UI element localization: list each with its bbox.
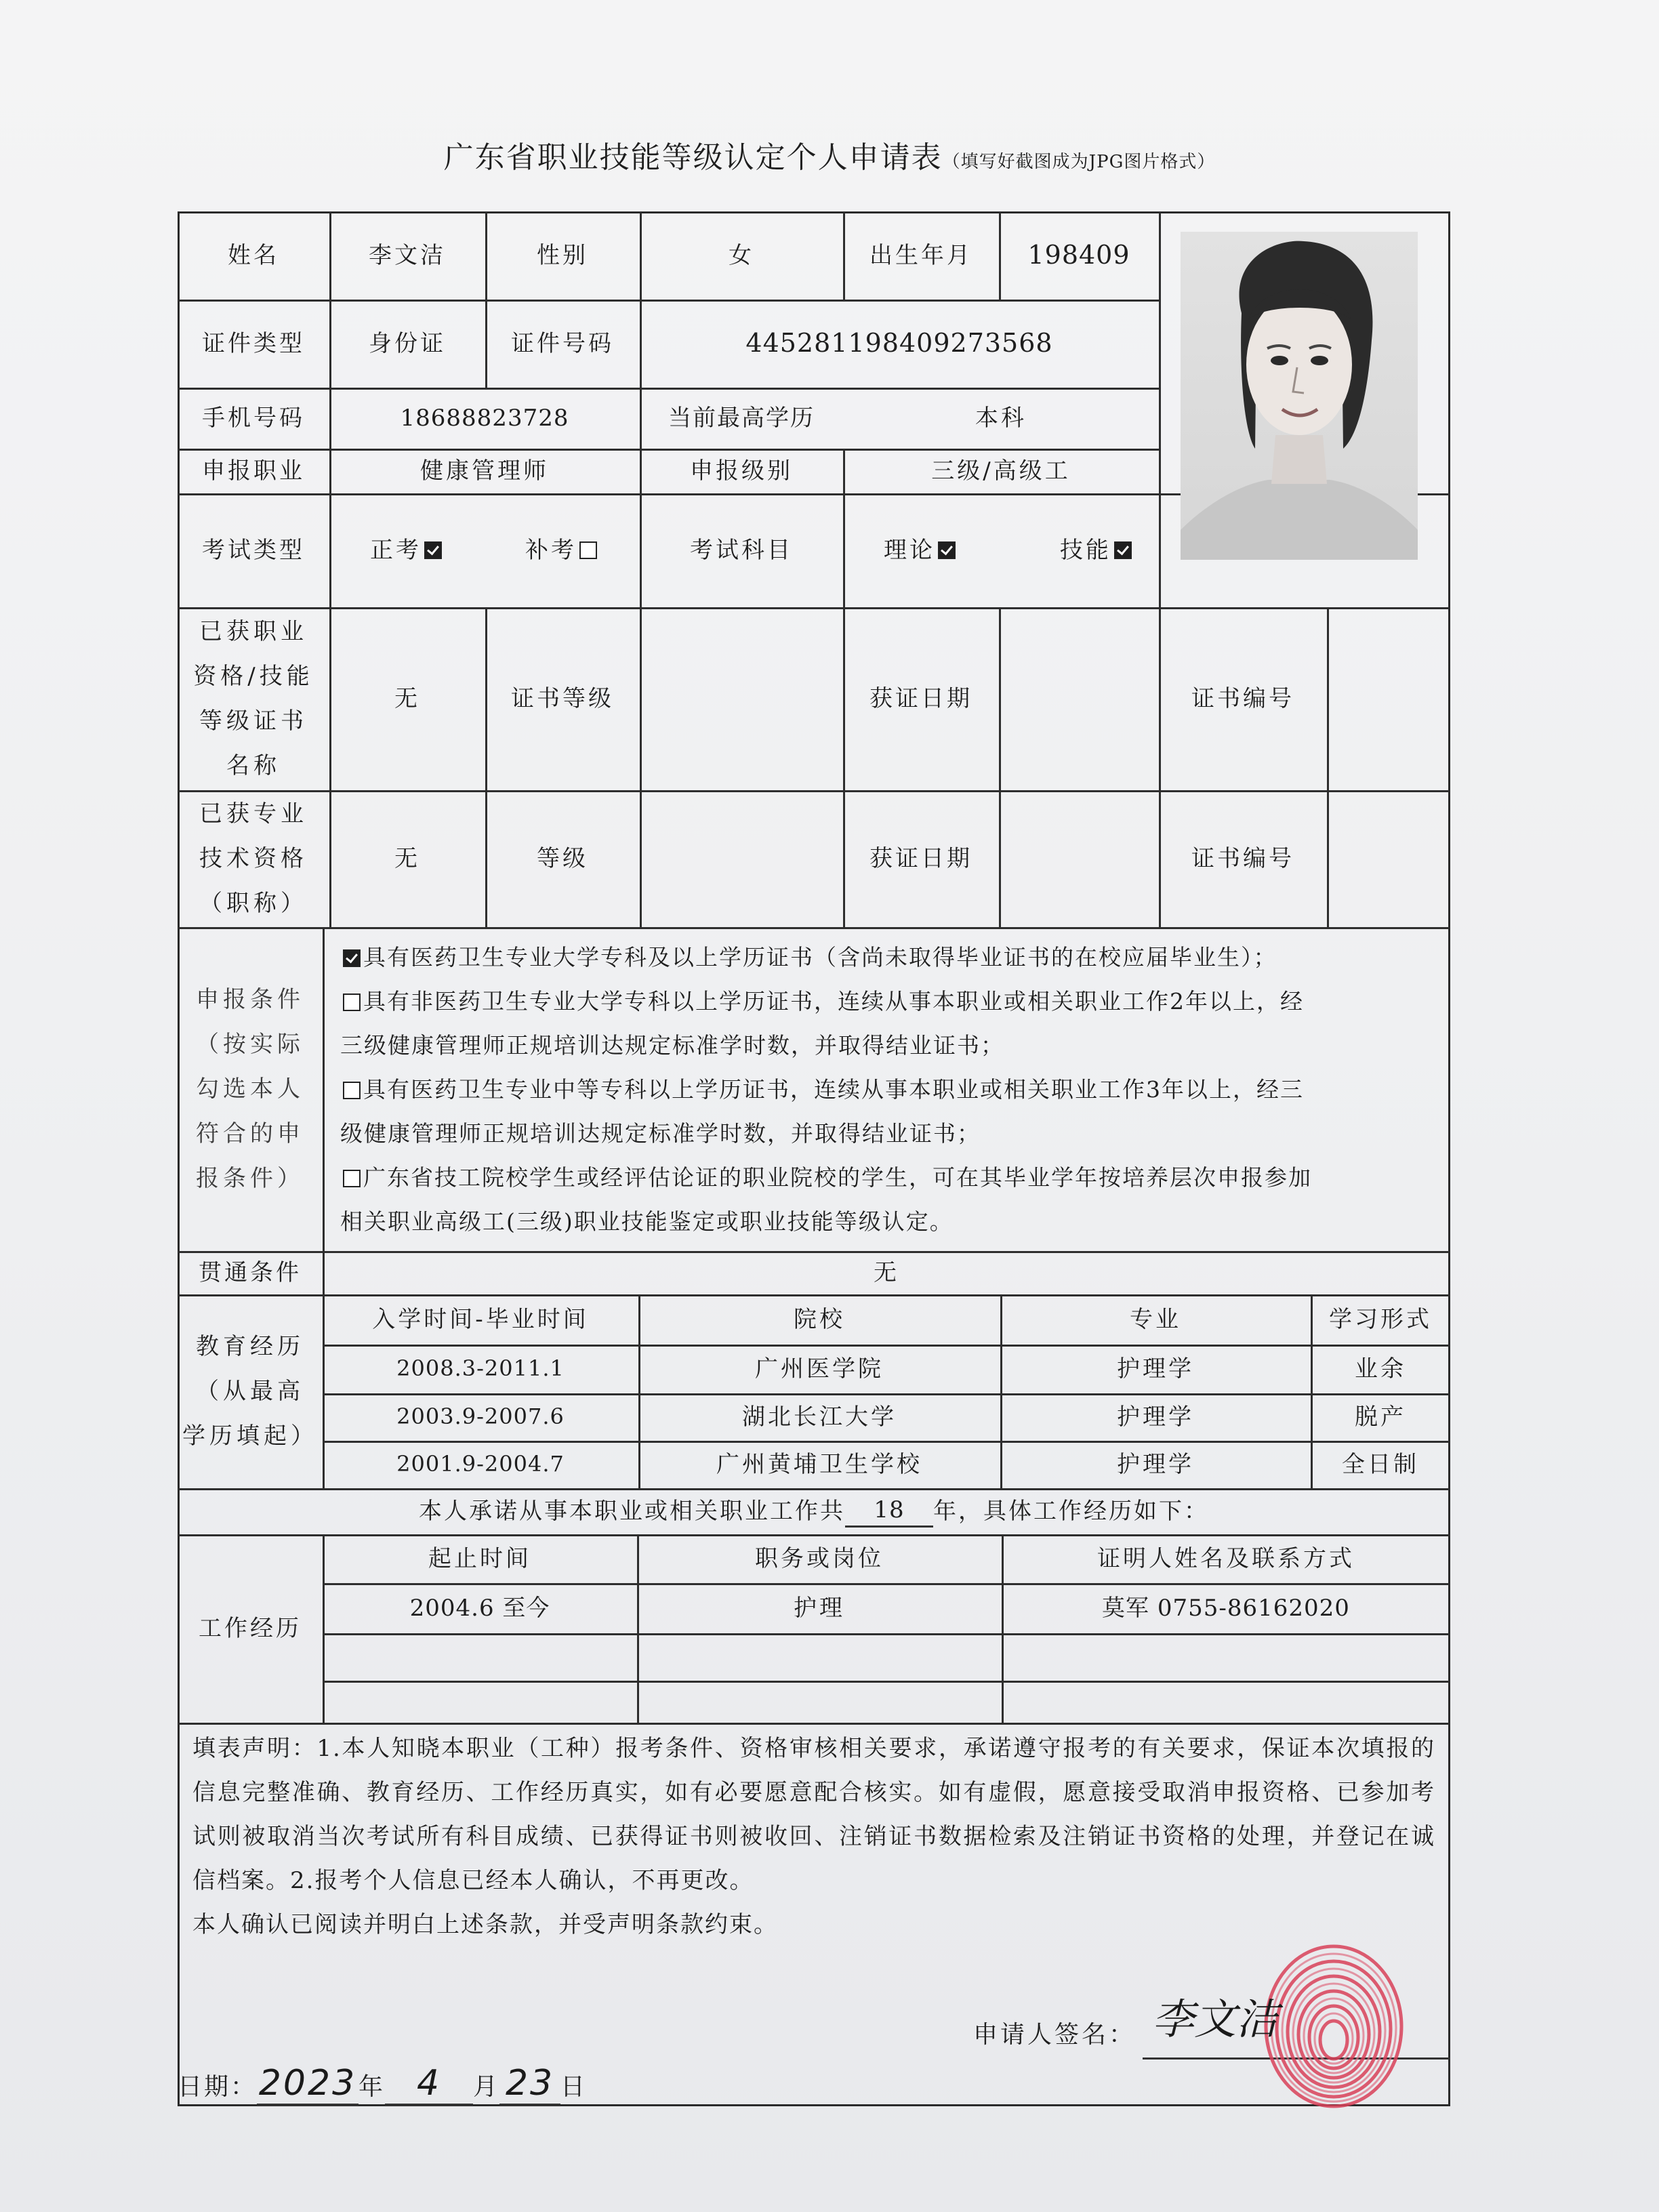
value-phone: 18688823728 — [400, 404, 569, 432]
work-cell: 2004.6 至今 — [409, 1594, 550, 1622]
label-id-no: 证件号码 — [511, 329, 614, 357]
edu-header-major: 专业 — [1130, 1305, 1181, 1333]
value-gender: 女 — [729, 241, 754, 269]
label-gender: 性别 — [537, 241, 588, 269]
condition-item-cont: 三级健康管理师正规培训达规定标准学时数，并取得结业证书； — [340, 1032, 1004, 1059]
value-job: 健康管理师 — [420, 457, 549, 485]
label-edu: 当前最高学历 — [668, 404, 815, 432]
label-phone: 手机号码 — [202, 404, 305, 432]
date-row — [178, 2063, 587, 2106]
label-job: 申报职业 — [202, 457, 305, 485]
condition-1-checkbox[interactable] — [343, 949, 361, 967]
commitment-line: 本人承诺从事本职业或相关职业工作共 18 年，具体工作经历如下： — [178, 1488, 1450, 1534]
date-year: 2023 — [257, 2063, 359, 2106]
applicant-photo — [1181, 232, 1418, 560]
edu-cell: 2001.9-2004.7 — [396, 1451, 565, 1477]
condition-4-checkbox[interactable] — [343, 1170, 361, 1187]
edu-cell: 全日制 — [1342, 1450, 1419, 1478]
label-cert-no: 证书编号 — [1191, 684, 1294, 712]
edu-header-school: 院校 — [794, 1305, 845, 1333]
exam-theory-checkbox[interactable] — [938, 541, 956, 559]
label-conditions: 申报条件 （按实际 勾选本人 符合的申 报条件） — [196, 986, 304, 1192]
value-edu: 本科 — [975, 404, 1027, 432]
edu-cell: 业余 — [1355, 1355, 1406, 1382]
value-through: 无 — [874, 1258, 899, 1286]
label-cert-level: 证书等级 — [511, 684, 614, 712]
label-level: 申报级别 — [690, 457, 793, 485]
exam-makeup — [485, 493, 640, 607]
exam-skill-label: 技能 — [1060, 536, 1111, 564]
date-month-unit: 月 — [473, 2073, 500, 2101]
form-title-main: 广东省职业技能等级认定个人申请表 — [443, 140, 943, 175]
commitment-years: 18 — [845, 1495, 933, 1527]
exam-makeup-checkbox[interactable] — [579, 541, 597, 559]
label-exam-type: 考试类型 — [202, 536, 305, 564]
edu-cell: 护理学 — [1117, 1355, 1194, 1382]
edu-cell: 广州黄埔卫生学校 — [716, 1450, 922, 1478]
work-header-position: 职务或岗位 — [755, 1544, 884, 1572]
label-id-type: 证件类型 — [202, 329, 305, 357]
condition-2-checkbox[interactable] — [343, 994, 361, 1011]
condition-item: 具有医药卫生专业中等专科以上学历证书，连续从事本职业或相关职业工作3年以上，经三 — [340, 1067, 1438, 1111]
label-tech-no: 证书编号 — [1191, 844, 1294, 872]
value-level: 三级/高级工 — [931, 457, 1071, 485]
exam-formal-label: 正考 — [370, 536, 422, 564]
exam-makeup-label: 补考 — [525, 536, 577, 564]
exam-theory-label: 理论 — [884, 536, 935, 564]
condition-item: 广东省技工院校学生或经评估论证的职业院校的学生，可在其毕业学年按培养层次申报参加 — [340, 1155, 1438, 1200]
exam-theory — [843, 493, 999, 607]
form-title-note: （填写好截图成为JPG图片格式） — [942, 152, 1216, 172]
exam-skill-checkbox[interactable] — [1114, 541, 1132, 559]
label-technical-cert: 已获专业 技术资格 （职称） — [199, 800, 308, 917]
value-name: 李文洁 — [369, 241, 446, 269]
condition-3-checkbox[interactable] — [343, 1082, 361, 1099]
label-vocational-cert: 已获职业 资格/技能 等级证书 名称 — [193, 618, 314, 779]
date-month: 4 — [385, 2063, 473, 2106]
work-cell: 莫军 0755-86162020 — [1102, 1594, 1350, 1622]
label-exam-subject: 考试科目 — [690, 536, 793, 564]
date-day: 23 — [499, 2063, 560, 2106]
value-vocational-cert: 无 — [394, 684, 420, 712]
label-through: 贯通条件 — [199, 1258, 302, 1286]
edu-cell: 2008.3-2011.1 — [396, 1355, 565, 1382]
signature-label: 申请人签名： — [973, 2021, 1136, 2049]
value-id-type: 身份证 — [369, 329, 446, 357]
date-label: 日期： — [178, 2073, 258, 2101]
edu-cell: 湖北长江大学 — [742, 1403, 897, 1431]
value-id-no: 445281198409273568 — [745, 328, 1053, 359]
label-work: 工作经历 — [199, 1614, 302, 1642]
conditions-list — [340, 935, 1438, 1244]
edu-cell: 护理学 — [1117, 1403, 1194, 1431]
declaration-confirm: 本人确认已阅读并明白上述条款，并受声明条款约束。 — [192, 1911, 778, 1938]
label-birth: 出生年月 — [869, 241, 972, 269]
date-year-unit: 年 — [359, 2073, 386, 2101]
condition-item-cont: 级健康管理师正规培训达规定标准学时数，并取得结业证书； — [340, 1120, 981, 1147]
declaration-paragraph: 填表声明：1.本人知晓本职业（工种）报考条件、资格审核相关要求，承诺遵守报考的有关要求，保证本次填报的信息完整准确、教育经历、工作经历真实，如有必要愿意配合核实。如有虚假，愿意接受取消申报资格、已参加考试则被取消当次考试所有科目成绩、已获得证书则被收回、注销证书数据检索及注销证书资格的处理，并登记在诚信档案。2.报考个人信息已经本人确认，不再更改。 — [192, 1735, 1435, 1894]
value-birth: 198409 — [1027, 240, 1130, 270]
exam-skill — [999, 493, 1159, 607]
declaration — [178, 1727, 1450, 1947]
label-name: 姓名 — [228, 241, 279, 269]
label-education: 教育经历 （从最高 学历填起） — [182, 1333, 318, 1450]
edu-cell: 护理学 — [1117, 1450, 1194, 1478]
label-tech-level: 等级 — [537, 844, 588, 872]
signature-name: 李文洁 — [1152, 1994, 1279, 2044]
edu-cell: 广州医学院 — [755, 1355, 884, 1382]
work-header-period: 起止时间 — [428, 1544, 531, 1572]
value-technical-cert: 无 — [394, 844, 420, 872]
form-title — [0, 133, 1659, 176]
condition-item: 具有非医药卫生专业大学专科以上学历证书，连续从事本职业或相关职业工作2年以上，经 — [340, 979, 1438, 1023]
date-day-unit: 日 — [560, 2073, 588, 2101]
condition-item-cont: 相关职业高级工(三级)职业技能鉴定或职业技能等级认定。 — [340, 1208, 954, 1235]
edu-cell: 脱产 — [1355, 1403, 1406, 1431]
edu-header-mode: 学习形式 — [1329, 1305, 1432, 1333]
edu-cell: 2003.9-2007.6 — [396, 1404, 565, 1430]
work-cell: 护理 — [794, 1594, 845, 1622]
label-cert-date: 获证日期 — [869, 684, 972, 712]
label-tech-date: 获证日期 — [869, 844, 972, 872]
edu-header-period: 入学时间-毕业时间 — [372, 1305, 589, 1333]
exam-formal-checkbox[interactable] — [424, 541, 442, 559]
condition-item: 具有医药卫生专业大学专科及以上学历证书（含尚未取得毕业证书的在校应届毕业生）； — [340, 935, 1438, 979]
work-header-reference: 证明人姓名及联系方式 — [1097, 1544, 1355, 1572]
exam-formal — [329, 493, 485, 607]
